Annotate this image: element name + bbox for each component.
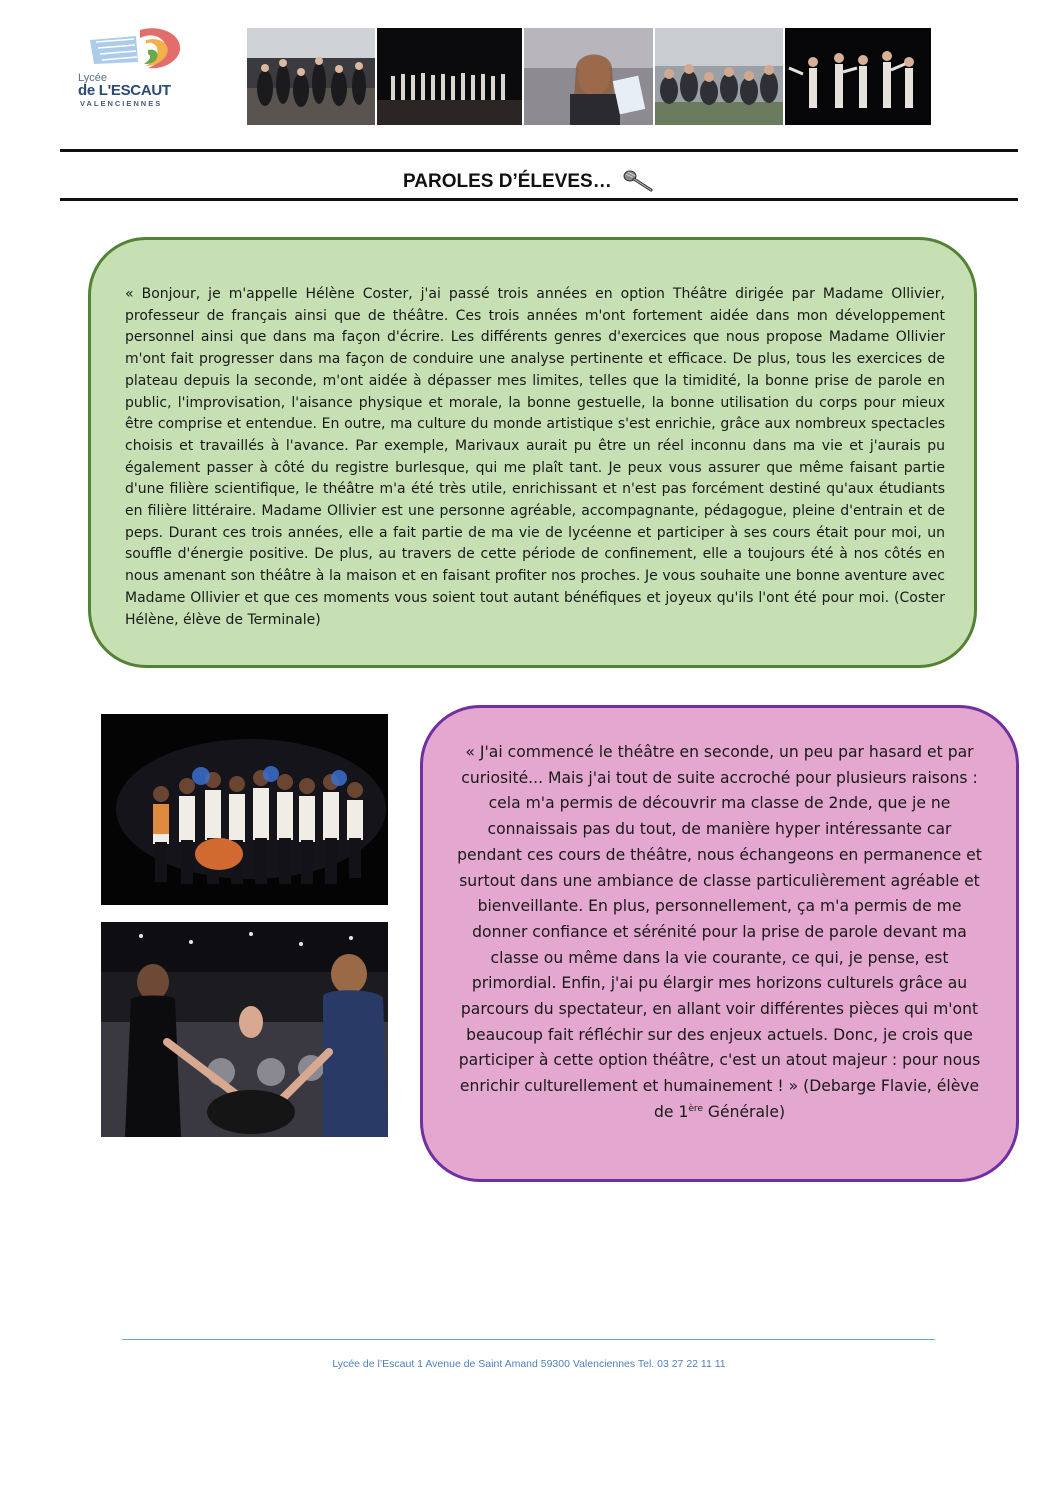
- testimony-coster-box: [88, 237, 977, 668]
- stage-line-photo: [377, 28, 522, 125]
- theatre-troupe-photo: [101, 714, 388, 905]
- logo-graphic-icon: [90, 28, 186, 74]
- logo-line-city: VALENCIENNES: [80, 99, 163, 108]
- reading-student-photo: [524, 28, 653, 125]
- testimony-debarge-body: « J'ai commencé le théâtre en seconde, un peu par hasard et par curiosité... Mais j'ai tout de suite accroché pour plusieurs raisons : cela m'a permis de découvrir ma classe de 2nde, que je ne connaissais pas du tout, de manière hyper intéressante car pendant ces cours de théâtre, nous échangeons en permanence et surtout dans une ambiance de classe particulièrement agréable et bienveillante. En plus, personnellement, ça m'a permis de me donner confiance et sérénité pour la prise de parole devant ma classe ou même dans la vie courante, ce qui, je pense, est primordial. Enfin, j'ai pu élargir mes horizons culturels grâce au parcours du spectateur, en allant voir différentes pièces qui m'ont beaucoup fait réfléchir sur des enjeux actuels. Donc, je crois que participer à cette option théâtre, c'est un atout majeur : pour nous enrichir culturellement et humainement ! » (Debarge Flavie, élève de: [457, 743, 982, 1121]
- logo-line-lycee: Lycée: [78, 72, 107, 84]
- footer-rule: [122, 1339, 935, 1340]
- testimony-debarge-box: [420, 705, 1019, 1182]
- page-title-text: PAROLES D’ÉLEVES…: [403, 171, 612, 192]
- testimony-debarge-text: [457, 740, 982, 1126]
- ordinal-number: 1: [678, 1102, 689, 1121]
- ordinal-rest: Générale): [702, 1102, 786, 1121]
- school-logo: [76, 28, 188, 106]
- logo-line-escaut: de L'ESCAUT: [78, 82, 171, 99]
- performance-photo: [785, 28, 931, 125]
- page-title: [0, 170, 1058, 194]
- microphone-icon: [623, 170, 655, 194]
- title-rule-top: [60, 149, 1018, 152]
- footer-address: Lycée de l’Escaut 1 Avenue de Saint Amand 59300 Valenciennes Tel. 03 27 22 11 11: [332, 1358, 726, 1370]
- header-photo-strip: [247, 28, 931, 125]
- rehearsal-room-photo: [101, 922, 388, 1137]
- dance-rehearsal-photo: [247, 28, 375, 125]
- group-workshop-photo: [655, 28, 783, 125]
- ordinal-suffix: ère: [688, 1103, 703, 1114]
- testimony-coster-text: « Bonjour, je m'appelle Hélène Coster, j'ai passé trois années en option Théâtre dirigée par Madame Ollivier, professeur de français ainsi que de théâtre. Ces trois années m'ont fortement aidée dans mon développement personnel ainsi que dans ma façon d'écrire. Les différents genres d'exercices que nous propose Madame Ollivier m'ont fait progresser dans ma façon de conduire une analyse pertinente et efficace. De plus, tous les exercices de plateau depuis la seconde, m'ont aidée à dépasser mes limites, telles que la timidité, la bonne prise de parole en public, l'improvisation, l'aisance physique et morale, la bonne gestuelle, la bonne utilisation du corps pour mieux être comprise et entendue. En outre, ma culture du monde artistique s'est enrichie, grâce aux nombreux spectacles choisis et travaillés à l'avance. Par exemple, Marivaux aurait pu être un réel inconnu dans ma vie et j'aurais pu également passer à côté du registre burlesque, qui me plaît tant. Je peux vous assurer que même faisant partie d'une filière scientifique, le théâtre m'a été très utile, enrichissant et n'est pas forcément destiné qu'aux étudiants en filière littéraire. Madame Ollivier est une personne agréable, accompagnante, pédagogue, pleine d'entrain et de peps. Durant ces trois années, elle a fait partie de ma vie de lycéenne et participer à ses cours était pour moi, un souffle d'énergie positive. De plus, au travers de cette période de confinement, elle a toujours été à nos côtés en nous amenant son théâtre à la maison et en faisant profiter nos proches. Je vous souhaite une bonne aventure avec Madame Ollivier et que ces moments vous soient tout autant bénéfiques et joyeux qu'ils l'ont été pour moi. (Coster Hélène, élève de Terminale): [125, 286, 945, 628]
- title-rule-bottom: [60, 198, 1018, 201]
